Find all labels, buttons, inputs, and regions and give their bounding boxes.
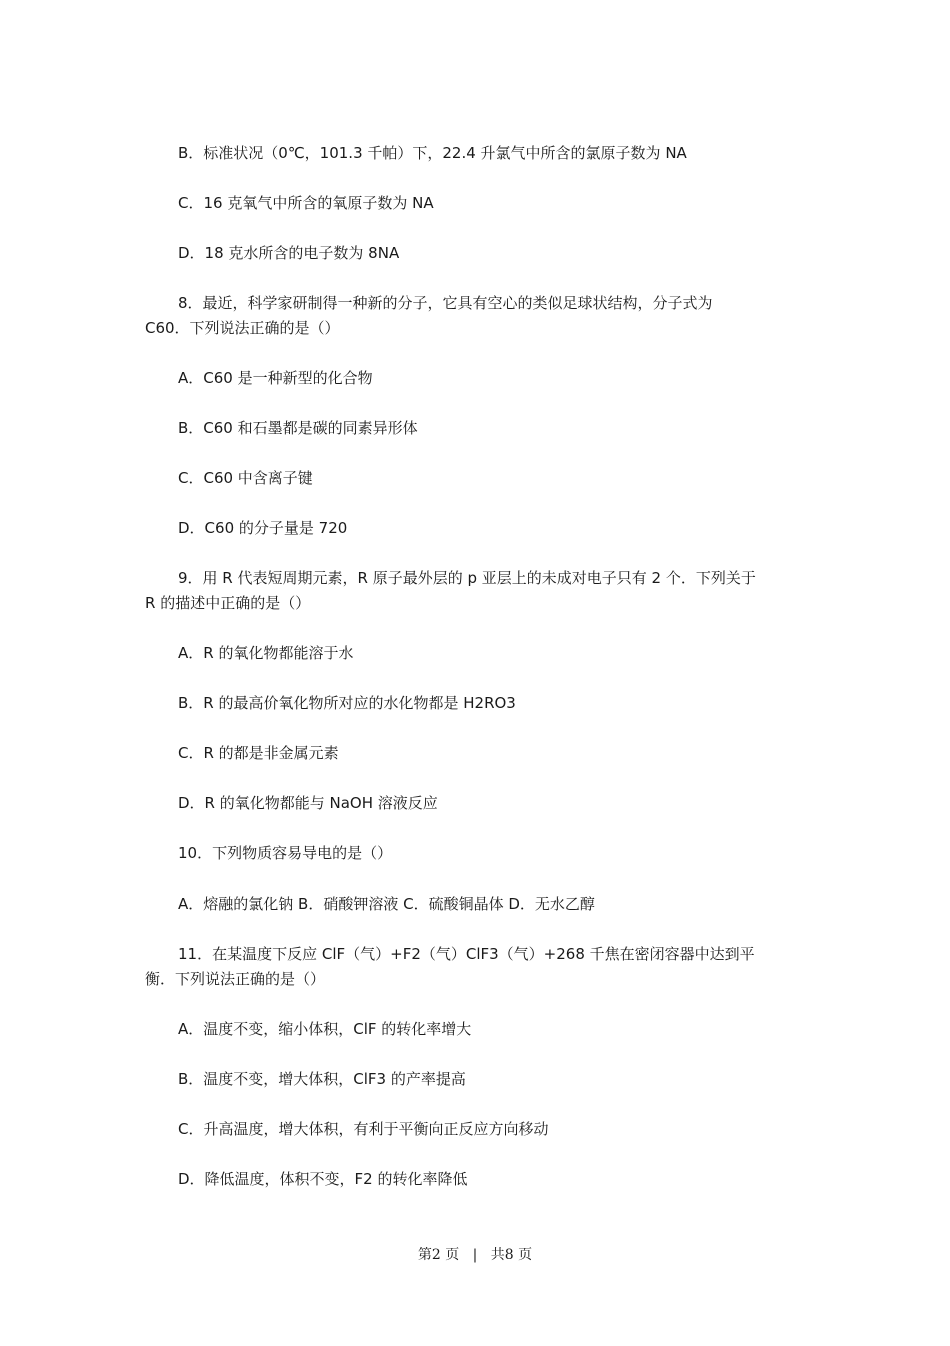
q9-option-a: A．R 的氧化物都能溶于水 xyxy=(178,644,354,662)
footer-separator: | xyxy=(472,1247,478,1263)
q8-stem-line2: C60．下列说法正确的是（） xyxy=(145,319,340,337)
q10-stem: 10．下列物质容易导电的是（） xyxy=(178,844,393,862)
q8-stem-line1: 8．最近，科学家研制得一种新的分子，它具有空心的类似足球状结构，分子式为 xyxy=(178,294,713,312)
q7-option-c: C．16 克氧气中所含的氧原子数为 NA xyxy=(178,194,434,212)
q8-option-c: C．C60 中含离子键 xyxy=(178,469,313,487)
q9-stem-line1: 9．用 R 代表短周期元素，R 原子最外层的 p 亚层上的未成对电子只有 2 个．下列关于 xyxy=(178,569,756,587)
q11-stem-line1: 11．在某温度下反应 ClF（气）+F2（气）ClF3（气）+268 千焦在密闭容器中达到平 xyxy=(178,945,755,963)
page-total: 共8 页 xyxy=(490,1247,533,1263)
q11-option-c: C．升高温度，增大体积，有利于平衡向正反应方向移动 xyxy=(178,1120,549,1138)
q9-option-d: D．R 的氧化物都能与 NaOH 溶液反应 xyxy=(178,794,438,812)
q11-stem-line2: 衡．下列说法正确的是（） xyxy=(145,970,326,988)
q8-option-d: D．C60 的分子量是 720 xyxy=(178,519,348,537)
q11-option-b: B．温度不变，增大体积，ClF3 的产率提高 xyxy=(178,1070,466,1088)
q11-option-a: A．温度不变，缩小体积，ClF 的转化率增大 xyxy=(178,1020,472,1038)
q9-option-c: C．R 的都是非金属元素 xyxy=(178,744,339,762)
q9-option-b: B．R 的最高价氧化物所对应的水化物都是 H2RO3 xyxy=(178,694,516,712)
q8-option-b: B．C60 和石墨都是碳的同素异形体 xyxy=(178,419,418,437)
page-number: 第2 页 xyxy=(417,1247,460,1263)
q9-stem-line2: R 的描述中正确的是（） xyxy=(145,594,311,612)
q11-option-d: D．降低温度，体积不变，F2 的转化率降低 xyxy=(178,1170,468,1188)
q8-option-a: A．C60 是一种新型的化合物 xyxy=(178,369,373,387)
q7-option-d: D．18 克水所含的电子数为 8NA xyxy=(178,244,400,262)
q7-option-b: B．标准状况（0℃，101.3 千帕）下，22.4 升氯气中所含的氯原子数为 NA xyxy=(178,144,687,162)
q10-options: A．熔融的氯化钠 B．硝酸钾溶液 C．硫酸铜晶体 D．无水乙醇 xyxy=(178,895,595,913)
page-footer xyxy=(0,1244,950,1266)
